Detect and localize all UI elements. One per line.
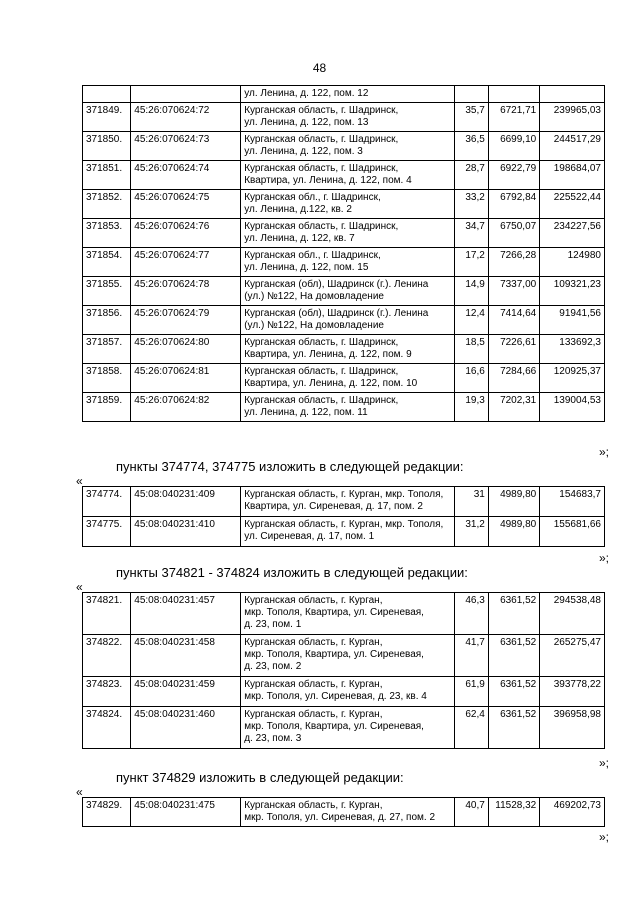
table-row: [83, 335, 605, 364]
amendment-paragraph-1: пункты 374774, 374775 изложить в следующей редакции:: [116, 459, 464, 474]
registry-table-4: [82, 797, 605, 827]
closing-quote-4: »;: [598, 830, 609, 844]
table-row: [83, 707, 605, 749]
cell-cadastral-number: 45:08:040231:410: [131, 517, 241, 547]
table-row: [83, 277, 605, 306]
cell-area: 61,9: [454, 677, 488, 707]
cell-cadastral-value: 265275,47: [540, 635, 605, 677]
cell-unit-price: 7266,28: [488, 248, 539, 277]
cell-cadastral-number: 45:26:070624:75: [131, 190, 241, 219]
cell-area: 41,7: [454, 635, 488, 677]
cell-unit-price: 6361,52: [488, 635, 539, 677]
registry-table-2: [82, 486, 605, 547]
table-row: [83, 190, 605, 219]
table-row: [83, 635, 605, 677]
cell-cadastral-number: 45:26:070624:78: [131, 277, 241, 306]
cell-cadastral-number: [131, 86, 241, 103]
registry-table-1: [82, 85, 605, 422]
cell-address: Курганская обл., г. Шадринск, ул. Ленина, д.122, кв. 2: [241, 190, 455, 219]
cell-cadastral-number: 45:26:070624:79: [131, 306, 241, 335]
cell-row-number: 371858.: [83, 364, 131, 393]
cell-row-number: 371855.: [83, 277, 131, 306]
cell-address: Курганская (обл), Шадринск (г.). Ленина (ул.) №122, На домовладение: [241, 277, 455, 306]
cell-area: 31: [454, 487, 488, 517]
cell-row-number: 371854.: [83, 248, 131, 277]
cell-address: Курганская область, г. Шадринск, Квартира, ул. Ленина, д. 122, пом. 10: [241, 364, 455, 393]
table-row: [83, 677, 605, 707]
cell-unit-price: 6721,71: [488, 103, 539, 132]
cell-unit-price: 6361,52: [488, 707, 539, 749]
cell-cadastral-number: 45:26:070624:73: [131, 132, 241, 161]
amendment-paragraph-3: пункт 374829 изложить в следующей редакции:: [116, 770, 404, 785]
cell-cadastral-value: 239965,03: [540, 103, 605, 132]
table-row: [83, 161, 605, 190]
cell-area: 46,3: [454, 593, 488, 635]
cell-cadastral-value: 91941,56: [540, 306, 605, 335]
cell-address: Курганская область, г. Курган, мкр. Тополя, ул. Сиреневая, д. 23, кв. 4: [241, 677, 455, 707]
cell-row-number: [83, 86, 131, 103]
table-row: [83, 798, 605, 827]
cell-cadastral-value: 396958,98: [540, 707, 605, 749]
cell-area: 34,7: [454, 219, 488, 248]
cell-address: Курганская область, г. Курган, мкр. Тополя, Квартира, ул. Сиреневая, д. 23, пом. 3: [241, 707, 455, 749]
cell-unit-price: 6750,07: [488, 219, 539, 248]
cell-area: 18,5: [454, 335, 488, 364]
cell-cadastral-value: 294538,48: [540, 593, 605, 635]
page-number: 48: [312, 61, 327, 75]
cell-address: Курганская область, г. Шадринск, ул. Ленина, д. 122, кв. 7: [241, 219, 455, 248]
opening-quote-1: «: [76, 474, 83, 488]
cell-area: 16,6: [454, 364, 488, 393]
cell-row-number: 371853.: [83, 219, 131, 248]
cell-area: 31,2: [454, 517, 488, 547]
cell-area: 40,7: [454, 798, 488, 827]
table-row: [83, 593, 605, 635]
closing-quote-2: »;: [598, 551, 609, 565]
cell-address: Курганская область, г. Курган, мкр. Тополя, Квартира, ул. Сиреневая, д. 23, пом. 2: [241, 635, 455, 677]
cell-area: 28,7: [454, 161, 488, 190]
cell-cadastral-value: 244517,29: [540, 132, 605, 161]
cell-cadastral-value: 120925,37: [540, 364, 605, 393]
cell-cadastral-number: 45:08:040231:458: [131, 635, 241, 677]
cell-cadastral-value: 154683,7: [540, 487, 605, 517]
cell-cadastral-number: 45:26:070624:82: [131, 393, 241, 422]
cell-cadastral-number: 45:08:040231:460: [131, 707, 241, 749]
cell-address: Курганская область, г. Шадринск, ул. Ленина, д. 122, пом. 3: [241, 132, 455, 161]
closing-quote-3: »;: [598, 756, 609, 770]
registry-table-3: [82, 592, 605, 749]
cell-unit-price: 6792,84: [488, 190, 539, 219]
cell-cadastral-value: 124980: [540, 248, 605, 277]
cell-unit-price: 4989,80: [488, 517, 539, 547]
closing-quote-1: »;: [598, 445, 609, 459]
cell-address: Курганская область, г. Шадринск, Квартира, ул. Ленина, д. 122, пом. 4: [241, 161, 455, 190]
cell-cadastral-value: [540, 86, 605, 103]
cell-area: 35,7: [454, 103, 488, 132]
table-row: [83, 132, 605, 161]
cell-address: Курганская область, г. Курган, мкр. Тополя, Квартира, ул. Сиреневая, д. 17, пом. 2: [241, 487, 455, 517]
cell-unit-price: 6361,52: [488, 677, 539, 707]
table-row: [83, 393, 605, 422]
cell-cadastral-number: 45:26:070624:76: [131, 219, 241, 248]
cell-row-number: 371849.: [83, 103, 131, 132]
cell-cadastral-value: 234227,56: [540, 219, 605, 248]
cell-area: 19,3: [454, 393, 488, 422]
table-row: [83, 306, 605, 335]
table-row: [83, 103, 605, 132]
cell-row-number: 374821.: [83, 593, 131, 635]
cell-unit-price: 7284,66: [488, 364, 539, 393]
cell-unit-price: 6361,52: [488, 593, 539, 635]
cell-unit-price: [488, 86, 539, 103]
cell-cadastral-number: 45:08:040231:457: [131, 593, 241, 635]
table-row: [83, 248, 605, 277]
cell-address: Курганская область, г. Шадринск, ул. Ленина, д. 122, пом. 11: [241, 393, 455, 422]
cell-row-number: 374829.: [83, 798, 131, 827]
cell-unit-price: 7202,31: [488, 393, 539, 422]
cell-row-number: 374824.: [83, 707, 131, 749]
cell-unit-price: 4989,80: [488, 487, 539, 517]
cell-cadastral-value: 393778,22: [540, 677, 605, 707]
cell-row-number: 371859.: [83, 393, 131, 422]
table-row: [83, 219, 605, 248]
cell-area: [454, 86, 488, 103]
table-row: [83, 364, 605, 393]
cell-area: 12,4: [454, 306, 488, 335]
cell-area: 62,4: [454, 707, 488, 749]
cell-unit-price: 7337,00: [488, 277, 539, 306]
cell-area: 14,9: [454, 277, 488, 306]
cell-cadastral-value: 469202,73: [540, 798, 605, 827]
cell-row-number: 374823.: [83, 677, 131, 707]
cell-cadastral-value: 225522,44: [540, 190, 605, 219]
opening-quote-2: «: [76, 580, 83, 594]
cell-row-number: 374774.: [83, 487, 131, 517]
cell-cadastral-value: 133692,3: [540, 335, 605, 364]
amendment-paragraph-2: пункты 374821 - 374824 изложить в следующей редакции:: [116, 565, 468, 580]
cell-address: Курганская обл., г. Шадринск, ул. Ленина, д. 122, пом. 15: [241, 248, 455, 277]
cell-area: 36,5: [454, 132, 488, 161]
cell-row-number: 371851.: [83, 161, 131, 190]
cell-address: Курганская область, г. Курган, мкр. Тополя, Квартира, ул. Сиреневая, д. 23, пом. 1: [241, 593, 455, 635]
table-row: [83, 487, 605, 517]
cell-address: Курганская область, г. Курган, мкр. Тополя, ул. Сиреневая, д. 27, пом. 2: [241, 798, 455, 827]
cell-cadastral-number: 45:26:070624:80: [131, 335, 241, 364]
cell-unit-price: 7226,61: [488, 335, 539, 364]
cell-unit-price: 11528,32: [488, 798, 539, 827]
table-row: [83, 517, 605, 547]
cell-unit-price: 6922,79: [488, 161, 539, 190]
cell-address: Курганская (обл), Шадринск (г.). Ленина (ул.) №122, На домовладение: [241, 306, 455, 335]
cell-unit-price: 7414,64: [488, 306, 539, 335]
cell-cadastral-value: 155681,66: [540, 517, 605, 547]
cell-cadastral-number: 45:26:070624:72: [131, 103, 241, 132]
cell-row-number: 371852.: [83, 190, 131, 219]
cell-row-number: 374775.: [83, 517, 131, 547]
cell-row-number: 371856.: [83, 306, 131, 335]
cell-area: 33,2: [454, 190, 488, 219]
cell-address: ул. Ленина, д. 122, пом. 12: [241, 86, 455, 103]
cell-cadastral-number: 45:26:070624:74: [131, 161, 241, 190]
cell-address: Курганская область, г. Шадринск, ул. Ленина, д. 122, пом. 13: [241, 103, 455, 132]
cell-cadastral-number: 45:08:040231:459: [131, 677, 241, 707]
opening-quote-3: «: [76, 785, 83, 799]
cell-cadastral-number: 45:26:070624:81: [131, 364, 241, 393]
cell-address: Курганская область, г. Курган, мкр. Тополя, ул. Сиреневая, д. 17, пом. 1: [241, 517, 455, 547]
cell-cadastral-number: 45:08:040231:475: [131, 798, 241, 827]
cell-area: 17,2: [454, 248, 488, 277]
cell-cadastral-number: 45:08:040231:409: [131, 487, 241, 517]
cell-cadastral-value: 139004,53: [540, 393, 605, 422]
cell-row-number: 371850.: [83, 132, 131, 161]
cell-cadastral-number: 45:26:070624:77: [131, 248, 241, 277]
cell-row-number: 374822.: [83, 635, 131, 677]
cell-cadastral-value: 198684,07: [540, 161, 605, 190]
cell-row-number: 371857.: [83, 335, 131, 364]
cell-address: Курганская область, г. Шадринск, Квартира, ул. Ленина, д. 122, пом. 9: [241, 335, 455, 364]
cell-cadastral-value: 109321,23: [540, 277, 605, 306]
cell-unit-price: 6699,10: [488, 132, 539, 161]
table-row: [83, 86, 605, 103]
